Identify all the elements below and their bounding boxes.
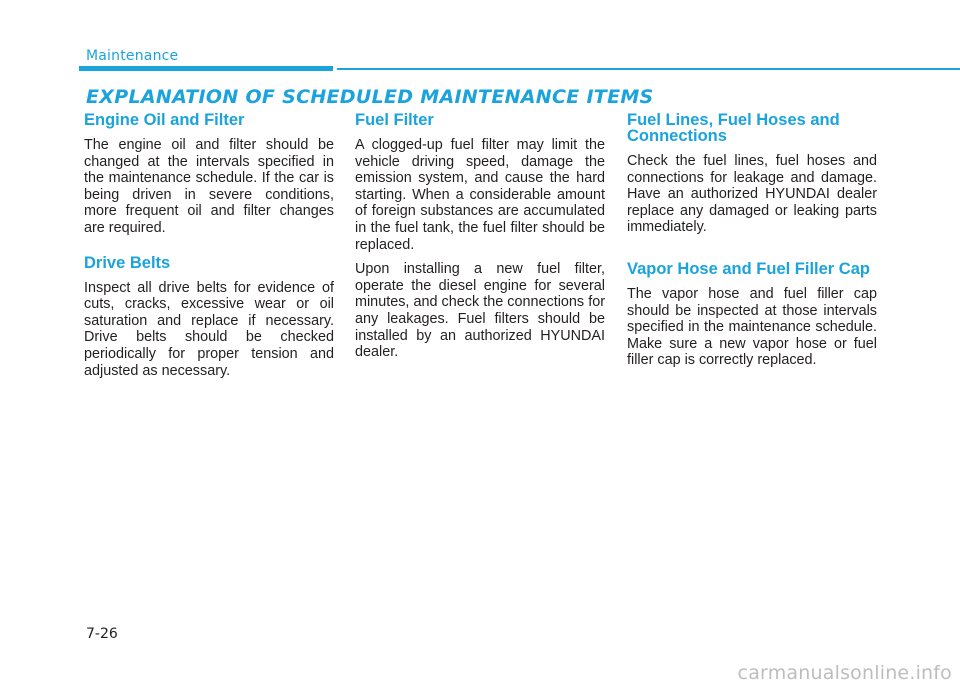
paragraph-vapor-hose: The vapor hose and fuel filler cap should be inspected at those intervals specified in the maintenance schedule. Make sure a new vapor hose or fuel filler cap is correctly replaced. <box>627 285 877 369</box>
heading-engine-oil: Engine Oil and Filter <box>84 111 245 129</box>
paragraph-drive-belts: Inspect all drive belts for evidence of cuts, cracks, excessive wear or oil saturation and replace if necessary. Drive belts should be checked periodically for proper tension and adjusted as necessary. <box>84 279 334 379</box>
paragraph-fuel-filter-1: A clogged-up fuel filter may limit the vehicle driving speed, damage the emission system, and cause the hard starting. When a considerable amount of foreign substances are accumulated in the fuel tank, the fuel filter should be replaced. <box>355 137 605 253</box>
section-label: Maintenance <box>86 48 179 64</box>
page-number: 7-26 <box>86 626 118 642</box>
column-1 <box>84 112 334 387</box>
column-2 <box>355 112 605 369</box>
page-title: EXPLANATION OF SCHEDULED MAINTENANCE ITEMS <box>86 86 654 108</box>
heading-fuel-filter: Fuel Filter <box>355 111 434 129</box>
paragraph-fuel-filter-2: Upon installing a new fuel filter, operate the diesel engine for several minutes, and check the connections for any leakages. Fuel filters should be installed by an authorized HYUNDAI dealer. <box>355 261 605 361</box>
header-rule-thin <box>337 68 960 70</box>
header-rule-thick <box>79 66 333 71</box>
paragraph-fuel-lines: Check the fuel lines, fuel hoses and connections for leakage and damage. Have an authorized HYUNDAI dealer replace any damaged or leaking parts immediately. <box>627 153 877 236</box>
watermark: carmanualsonline.info <box>737 662 952 684</box>
column-3 <box>627 112 877 377</box>
paragraph-engine-oil: The engine oil and filter should be changed at the intervals specified in the maintenance schedule. If the car is being driven in severe conditions, more frequent oil and filter changes are required. <box>84 137 334 236</box>
heading-vapor-hose: Vapor Hose and Fuel Filler Cap <box>627 259 870 278</box>
heading-drive-belts: Drive Belts <box>84 253 171 272</box>
heading-fuel-lines: Fuel Lines, Fuel Hoses and Connections <box>627 111 840 145</box>
